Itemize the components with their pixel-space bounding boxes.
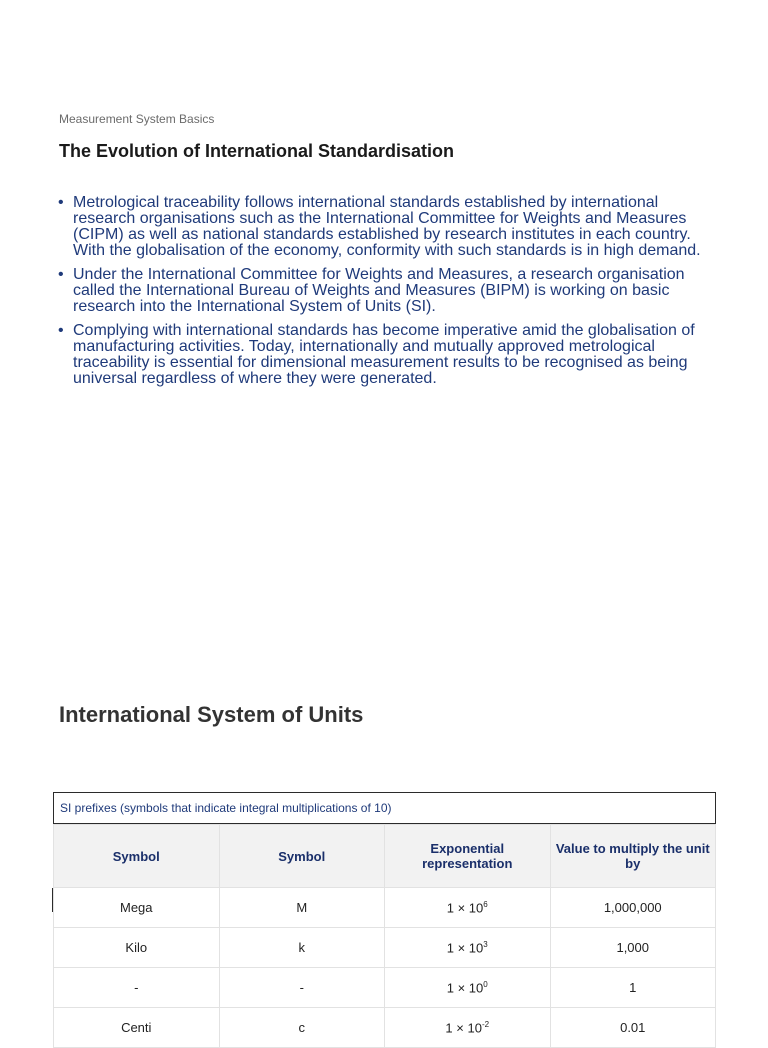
exponent-base: 1 × 10 — [446, 980, 484, 996]
bullet-text: Complying with international standards has become imperative amid the globalisation of manufacturing activities. Today, internationally and mutually approved metrological traceability is essential for dimensional measurement results to be recognised as being universal regardless of where they were generated. — [73, 322, 695, 387]
multiplier-cell: 1,000 — [550, 928, 716, 968]
bullet-text: Under the International Committee for Weights and Measures, a research organisation called the International Bureau of Weights and Measures (BIPM) is working on basic research into the International System of Units (SI). — [73, 266, 685, 315]
multiplier-cell: 1,000,000 — [550, 888, 716, 928]
prefix-symbol-cell: k — [219, 928, 385, 968]
table-caption: SI prefixes (symbols that indicate integral multiplications of 10) — [53, 792, 716, 824]
list-item — [58, 267, 708, 315]
bullet-icon: • — [58, 194, 64, 211]
breadcrumb: Measurement System Basics — [59, 112, 215, 126]
table-row — [54, 888, 716, 928]
exponent-cell — [385, 928, 551, 968]
exponent-base: 1 × 10 — [446, 900, 484, 916]
bullet-icon: • — [58, 322, 64, 339]
exponent-cell — [385, 968, 551, 1008]
column-header: Symbol — [54, 825, 220, 888]
si-table-container — [53, 792, 716, 1048]
exponent-base: 1 × 10 — [446, 940, 484, 956]
prefix-symbol-cell: - — [219, 968, 385, 1008]
column-header: Value to multiply the unit by — [550, 825, 716, 888]
exponent-cell — [385, 1008, 551, 1048]
bullet-list — [58, 195, 708, 395]
prefix-name-cell: Centi — [54, 1008, 220, 1048]
list-item — [58, 195, 708, 259]
list-item — [58, 323, 708, 387]
multiplier-cell: 1 — [550, 968, 716, 1008]
prefix-symbol-cell: M — [219, 888, 385, 928]
prefix-name-cell: Kilo — [54, 928, 220, 968]
exponent-power: 6 — [483, 899, 488, 909]
prefix-name-cell: - — [54, 968, 220, 1008]
table-row — [54, 928, 716, 968]
exponent-power: -2 — [481, 1019, 490, 1029]
exponent-cell — [385, 888, 551, 928]
section-title: International System of Units — [59, 702, 364, 727]
prefix-name-cell: Mega — [54, 888, 220, 928]
table-row — [54, 968, 716, 1008]
multiplier-cell: 0.01 — [550, 1008, 716, 1048]
bullet-text: Metrological traceability follows international standards established by international research organisations such as the International Committee for Weights and Measures (CIPM) as well as national standards established by research institutes in each country. With the globalisation of the economy, conformity with such standards is in high demand. — [73, 194, 701, 259]
bullet-icon: • — [58, 266, 64, 283]
exponent-power: 0 — [483, 979, 488, 989]
prefix-symbol-cell: c — [219, 1008, 385, 1048]
exponent-base: 1 × 10 — [445, 1020, 482, 1036]
column-header: Symbol — [219, 825, 385, 888]
column-header: Exponential representation — [385, 825, 551, 888]
exponent-power: 3 — [483, 939, 488, 949]
si-prefix-table — [53, 824, 716, 1048]
table-header-row — [54, 825, 716, 888]
page-title: The Evolution of International Standardisation — [59, 141, 455, 161]
table-row — [54, 1008, 716, 1048]
